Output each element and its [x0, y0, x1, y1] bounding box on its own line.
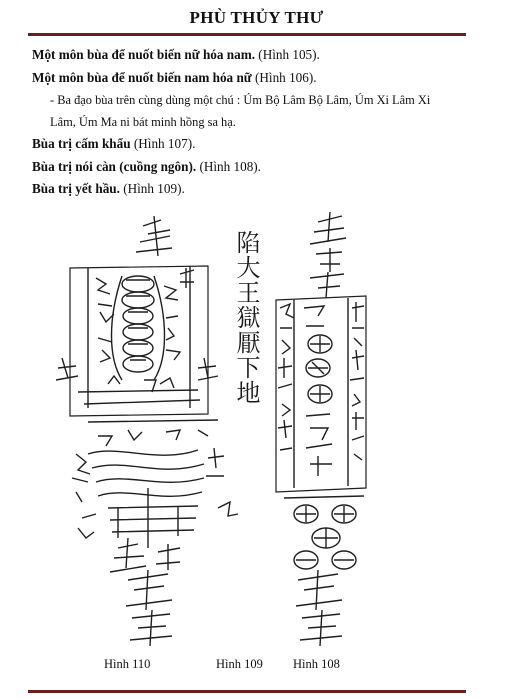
paragraph-2-ref: (Hình 106).: [251, 69, 317, 85]
paragraph-2-title: Một môn bùa để nuốt biến nam hóa nữ: [32, 69, 252, 85]
talisman-110-drawing: [56, 216, 238, 646]
paragraph-1: [32, 44, 472, 67]
talisman-108-drawing: [276, 212, 366, 646]
talisman-109-drawing: [232, 230, 260, 405]
body-text: [32, 44, 472, 201]
header-divider: [28, 33, 466, 36]
paragraph-1-ref: (Hình 105).: [255, 47, 320, 62]
caption-fig109: Hình 109: [216, 657, 263, 671]
caption-fig108: Hình 108: [293, 657, 340, 671]
paragraph-5: [32, 178, 472, 201]
paragraph-3: [32, 133, 472, 156]
paragraph-4-title: Bùa trị nói càn (cuồng ngôn).: [32, 158, 197, 174]
paragraph-3-ref: (Hình 107).: [130, 136, 196, 151]
note-line-2: Lâm, Úm Ma ni bát minh hồng sa hạ.: [50, 115, 236, 129]
talisman-109-text: 陷大王獄厭下地: [232, 230, 260, 405]
paragraph-4: [32, 156, 472, 179]
note-line-1: - Ba đạo bùa trên cùng dùng một chú : Úm Bộ Lâm Bộ Lâm, Úm Xi Lâm Xi: [50, 93, 431, 107]
paragraph-5-title: Bùa trị yết hầu.: [32, 181, 120, 196]
footer-divider: [28, 690, 466, 693]
talisman-figure: [48, 208, 468, 653]
paragraph-4-ref: (Hình 108).: [196, 158, 261, 174]
paragraph-1-title: Một môn bùa để nuốt biến nữ hóa nam.: [32, 47, 255, 62]
page-title: PHÙ THỦY THƯ: [189, 8, 324, 27]
paragraph-2: [32, 67, 472, 90]
paragraph-3-title: Bùa trị cấm khẩu: [32, 136, 131, 151]
paragraph-5-ref: (Hình 109).: [119, 181, 185, 196]
caption-fig110: Hình 110: [104, 657, 151, 671]
